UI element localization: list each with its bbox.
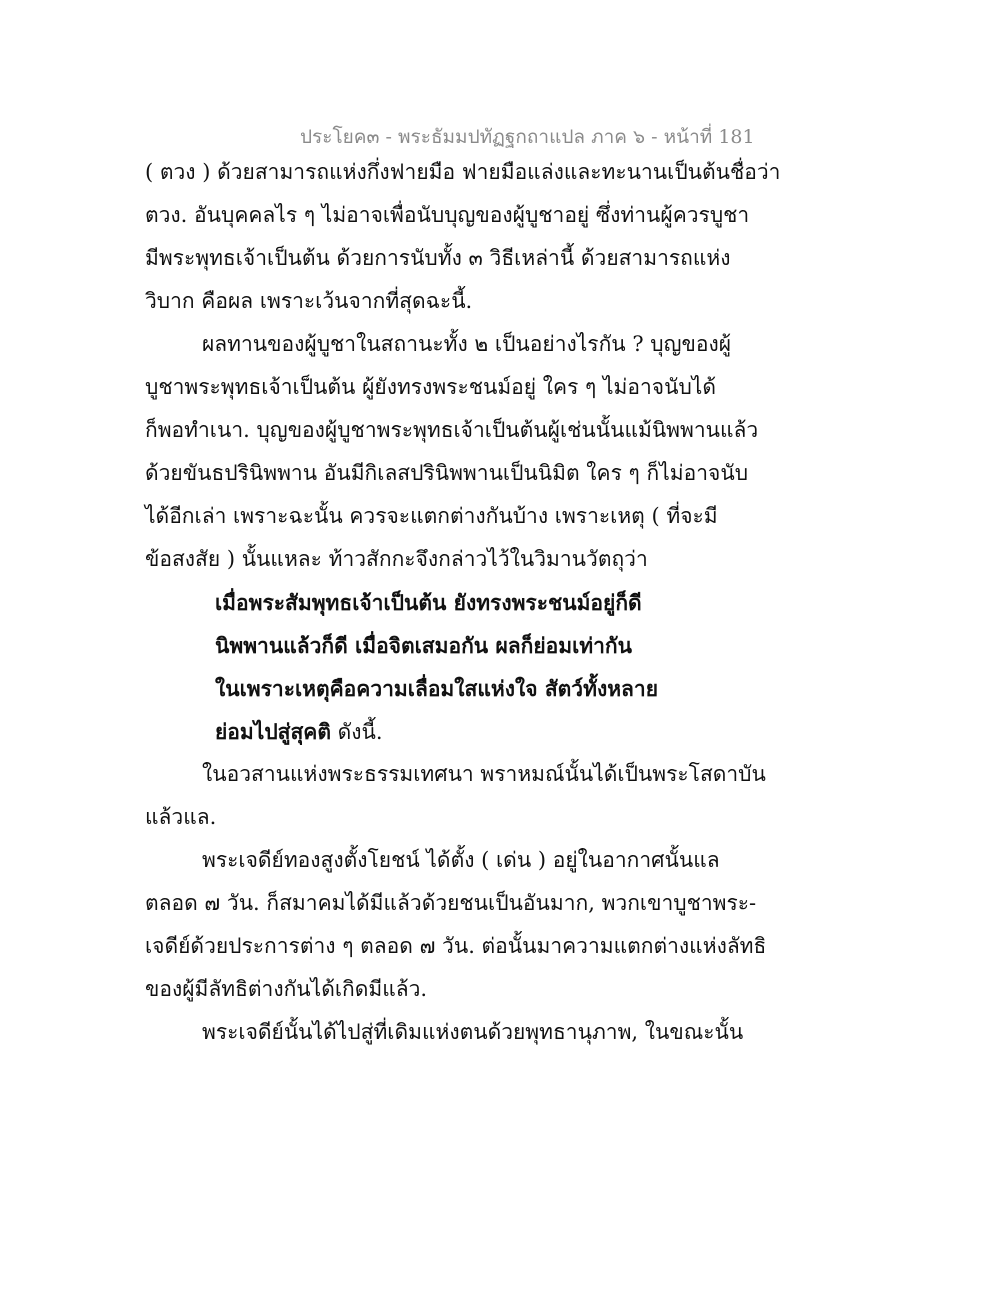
paragraph-2-line: ก็พอทำเนา. บุญของผู้บูชาพระพุทธเจ้าเป็นต้นผู้เช่นนั้นแม้นิพพานแล้ว xyxy=(145,418,759,442)
paragraph-2-line: ข้อสงสัย ) นั้นแหละ ท้าวสักกะจึงกล่าวไว้ในวิมานวัตถุว่า xyxy=(145,547,648,571)
paragraph-1-line: ตวง. อันบุคคลไร ๆ ไม่อาจเพื่อนับบุญของผู้บูชาอยู่ ซึ่งท่านผู้ควรบูชา xyxy=(145,203,750,227)
verse-last-bold: ย่อมไปสู่สุคติ xyxy=(215,719,331,744)
paragraph-4-line: ของผู้มีลัทธิต่างกันได้เกิดมีแล้ว. xyxy=(145,977,428,1001)
running-header: ประโยค๓ - พระธัมมปทัฏฐกถาแปล ภาค ๖ - หน้าที่ 181 xyxy=(300,126,755,148)
paragraph-4-line: ตลอด ๗ วัน. ก็สมาคมได้มีแล้วด้วยชนเป็นอันมาก, พวกเขาบูชาพระ- xyxy=(145,891,757,915)
verse-last-tail: ดังนี้. xyxy=(330,720,383,744)
verse-line: นิพพานแล้วก็ดี เมื่อจิตเสมอกัน ผลก็ย่อมเท่ากัน xyxy=(215,633,632,658)
paragraph-1-line: ( ตวง ) ด้วยสามารถแห่งกึ่งฟายมือ ฟายมือแล่งและทะนานเป็นต้นชื่อว่า xyxy=(145,160,781,184)
paragraph-1-line: วิบาก คือผล เพราะเว้นจากที่สุดฉะนี้. xyxy=(145,289,473,313)
paragraph-1-line: มีพระพุทธเจ้าเป็นต้น ด้วยการนับทั้ง ๓ วิธีเหล่านี้ ด้วยสามารถแห่ง xyxy=(145,246,731,270)
verse-line-last xyxy=(215,719,383,745)
paragraph-3-line: แล้วแล. xyxy=(145,805,217,829)
paragraph-5-line: พระเจดีย์นั้นได้ไปสู่ที่เดิมแห่งตนด้วยพุทธานุภาพ, ในขณะนั้น xyxy=(202,1020,744,1044)
verse-line: ในเพราะเหตุคือความเลื่อมใสแห่งใจ สัตว์ทั้งหลาย xyxy=(215,676,658,701)
paragraph-2-line: ด้วยขันธปรินิพพาน อันมีกิเลสปรินิพพานเป็นนิมิต ใคร ๆ ก็ไม่อาจนับ xyxy=(145,461,749,485)
verse-line: เมื่อพระสัมพุทธเจ้าเป็นต้น ยังทรงพระชนม์อยู่ก็ดี xyxy=(215,590,642,615)
paragraph-2-line: ผลทานของผู้บูชาในสถานะทั้ง ๒ เป็นอย่างไรกัน ? บุญของผู้ xyxy=(202,332,732,356)
paragraph-2-line: บูชาพระพุทธเจ้าเป็นต้น ผู้ยังทรงพระชนม์อยู่ ใคร ๆ ไม่อาจนับได้ xyxy=(145,375,716,399)
paragraph-2-line: ได้อีกเล่า เพราะฉะนั้น ควรจะแตกต่างกันบ้าง เพราะเหตุ ( ที่จะมี xyxy=(145,504,718,528)
paragraph-4-line: พระเจดีย์ทองสูงตั้งโยชน์ ได้ตั้ง ( เด่น ) อยู่ในอากาศนั้นแล xyxy=(202,848,720,872)
paragraph-3-line: ในอวสานแห่งพระธรรมเทศนา พราหมณ์นั้นได้เป็นพระโสดาบัน xyxy=(202,762,766,786)
paragraph-4-line: เจดีย์ด้วยประการต่าง ๆ ตลอด ๗ วัน. ต่อนั้นมาความแตกต่างแห่งลัทธิ xyxy=(145,934,767,958)
